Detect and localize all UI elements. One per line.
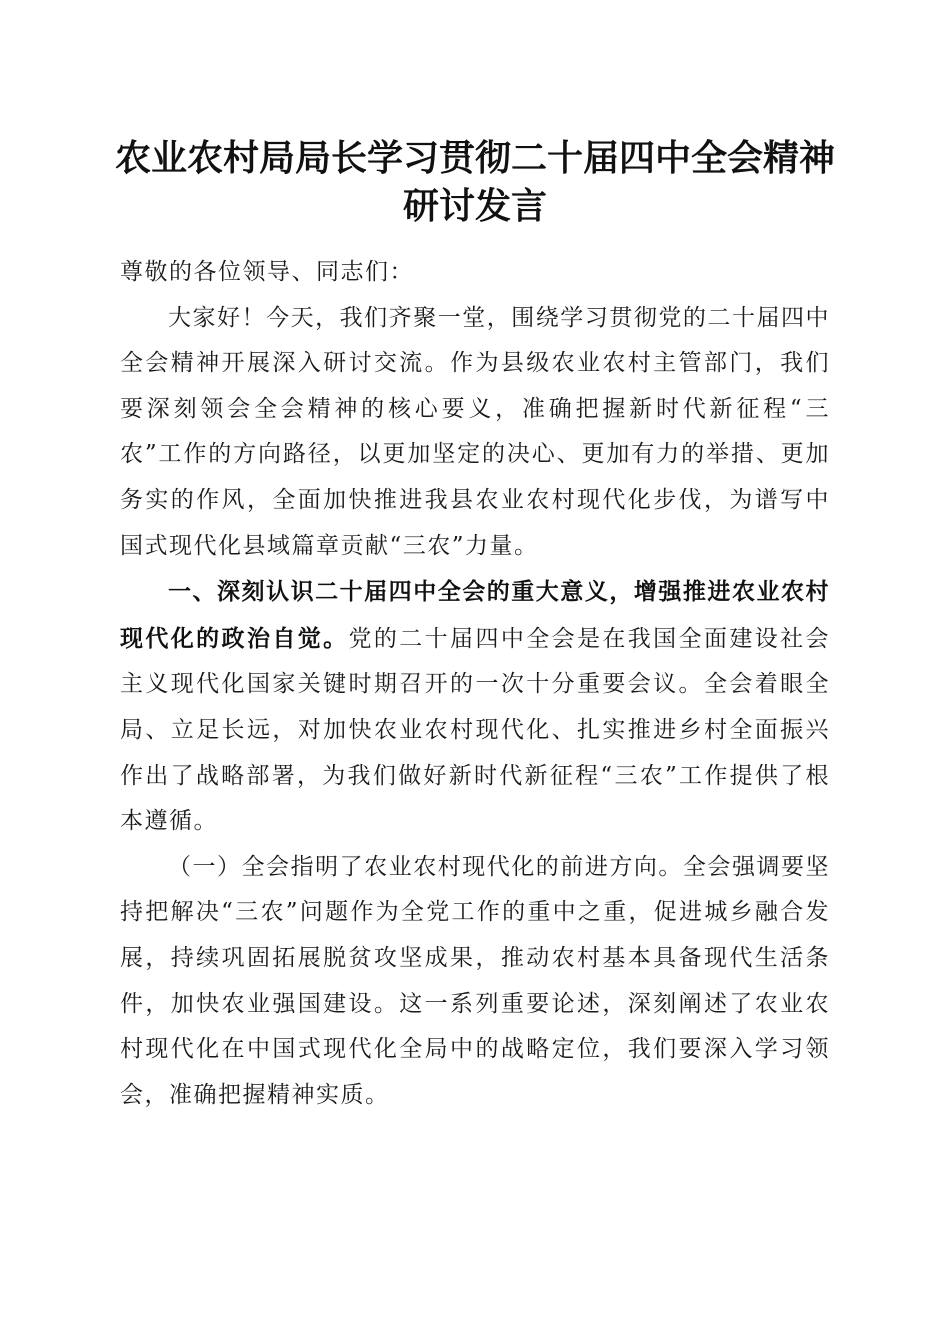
- title-line-1: 农业农村局局长学习贯彻二十届四中全会精神: [114, 137, 835, 179]
- section-text: 党的二十届四中全会是在我国全面建设社会主义现代化国家关键时期召开的一次十分重要会议。全会着眼全局、立足长远，对加快农业农村现代化、扎实推进乡村全面振兴作出了战略部署，为我们做好新时代新征程“三农”工作提供了根本遵循。: [120, 625, 831, 835]
- section-heading: 一、深刻认识二十届四中全会的重大意义，增强推进农业农村现代化的政治自觉。: [120, 578, 830, 652]
- title-line-2: 研讨发言: [402, 185, 547, 227]
- document-title: [100, 134, 850, 230]
- document-body: [120, 250, 830, 1118]
- paragraph-subsection-1: （一）全会指明了农业农村现代化的前进方向。全会强调要坚持把解决“三农”问题作为全党工作的重中之重，促进城乡融合发展，持续巩固拓展脱贫攻坚成果，推动农村基本具备现代生活条件，加快农业强国建设。这一系列重要论述，深刻阐述了农业农村现代化在中国式现代化全局中的战略定位，我们要深入学习领会，准确把握精神实质。: [120, 853, 830, 1108]
- paragraph-section-1: [120, 569, 830, 845]
- paragraph-intro: 大家好！今天，我们齐聚一堂，围绕学习贯彻党的二十届四中全会精神开展深入研讨交流。作为县级农业农村主管部门，我们要深刻领会全会精神的核心要义，准确把握新时代新征程“三农”工作的方向路径，以更加坚定的决心、更加有力的举措、更加务实的作风，全面加快推进我县农业农村现代化步伐，为谱写中国式现代化县域篇章贡献“三农”力量。: [120, 304, 830, 559]
- salutation: 尊敬的各位领导、同志们：: [120, 259, 414, 285]
